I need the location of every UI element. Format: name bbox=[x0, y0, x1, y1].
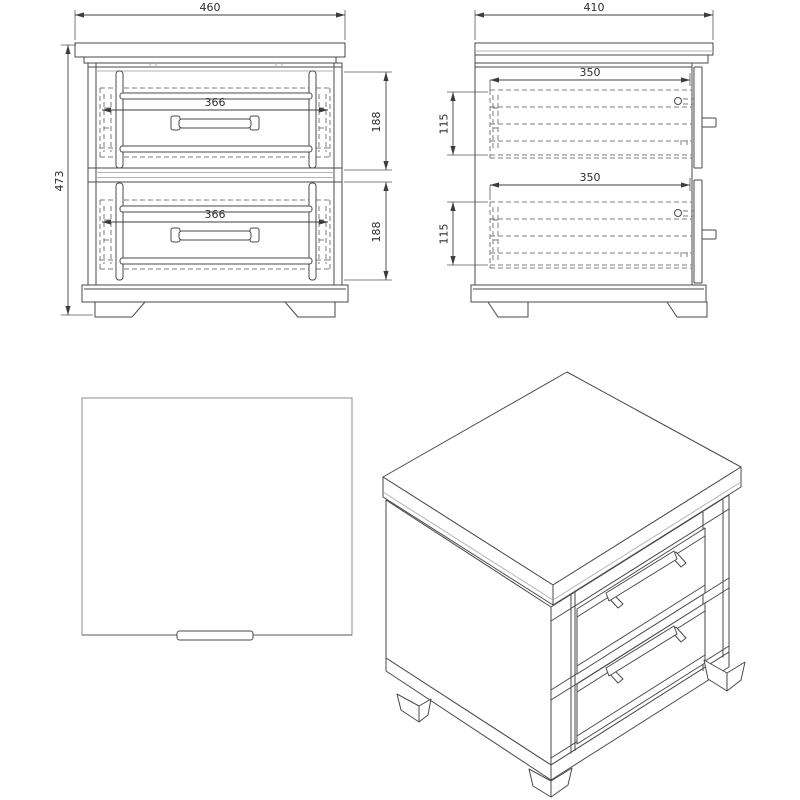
dim-drawer2-width-label: 366 bbox=[204, 208, 226, 221]
drawer1-bottom-rail bbox=[120, 146, 312, 152]
dim-drawer2-height-label: 188 bbox=[370, 221, 383, 243]
handle-bar bbox=[179, 231, 251, 240]
dim-drawer1-side-height-label: 115 bbox=[437, 113, 451, 135]
side-hidden-drawer-top bbox=[490, 90, 694, 158]
side-view bbox=[438, 1, 717, 317]
iso-right-foot-right-face bbox=[727, 662, 745, 691]
top-view-panel-outline bbox=[82, 398, 352, 635]
front-stile-top-left bbox=[116, 71, 123, 168]
side-top-panel-lip bbox=[475, 55, 708, 63]
dim-drawer2-side-height-label: 115 bbox=[437, 223, 451, 245]
dim-drawer2-depth bbox=[490, 171, 690, 200]
front-stile-top-right bbox=[309, 71, 316, 168]
dim-front-height-label: 473 bbox=[53, 170, 66, 192]
side-front-foot bbox=[667, 302, 707, 317]
cam-lock-symbol-top bbox=[675, 98, 682, 105]
top-view bbox=[82, 398, 352, 640]
front-right-foot bbox=[285, 302, 335, 317]
dim-drawer1-height bbox=[344, 72, 392, 170]
isometric-view bbox=[383, 372, 745, 797]
cam-lock-symbol-bottom bbox=[675, 210, 682, 217]
side-handle-stub-top bbox=[702, 118, 716, 127]
dim-drawer2-depth-label: 350 bbox=[579, 171, 601, 184]
dim-front-overall-height bbox=[53, 45, 93, 315]
dim-extension-lines bbox=[344, 182, 392, 280]
front-view bbox=[53, 1, 392, 317]
front-stile-bottom-left bbox=[116, 183, 123, 280]
dim-drawer1-depth-label: 350 bbox=[579, 66, 601, 79]
dim-side-depth-label: 410 bbox=[583, 1, 605, 14]
side-hidden-drawer-bottom bbox=[490, 202, 694, 268]
dim-drawer1-height-label: 188 bbox=[370, 111, 383, 133]
dim-drawer2-height bbox=[344, 182, 392, 280]
front-stile-bottom-right bbox=[309, 183, 316, 280]
side-handle-stub-bottom bbox=[702, 230, 716, 239]
top-view-handle bbox=[177, 631, 253, 640]
front-left-foot bbox=[95, 302, 145, 317]
iso-left-foot-side bbox=[419, 699, 431, 722]
dim-extension-lines bbox=[475, 10, 713, 40]
front-top-panel bbox=[75, 43, 345, 57]
dim-drawer1-depth bbox=[490, 66, 690, 90]
dim-drawer1-side-height bbox=[438, 92, 489, 155]
dim-extension-lines bbox=[75, 10, 345, 40]
front-top-panel-lip bbox=[84, 57, 336, 63]
side-plinth bbox=[471, 285, 706, 302]
front-plinth bbox=[82, 285, 348, 302]
side-top-panel bbox=[475, 43, 713, 55]
dim-side-overall-depth bbox=[475, 1, 713, 40]
dim-front-overall-width bbox=[75, 1, 345, 40]
side-drawer-front-edges bbox=[694, 67, 702, 283]
side-back-foot bbox=[488, 302, 528, 317]
dim-drawer1-width-label: 366 bbox=[204, 96, 226, 109]
dim-drawer2-side-height bbox=[438, 202, 489, 265]
drawer2-bottom-rail bbox=[120, 258, 312, 264]
iso-left-foot-face bbox=[397, 694, 419, 722]
handle-bar bbox=[179, 119, 251, 128]
dim-front-width-label: 460 bbox=[199, 1, 221, 14]
dim-extension-lines bbox=[344, 72, 392, 170]
